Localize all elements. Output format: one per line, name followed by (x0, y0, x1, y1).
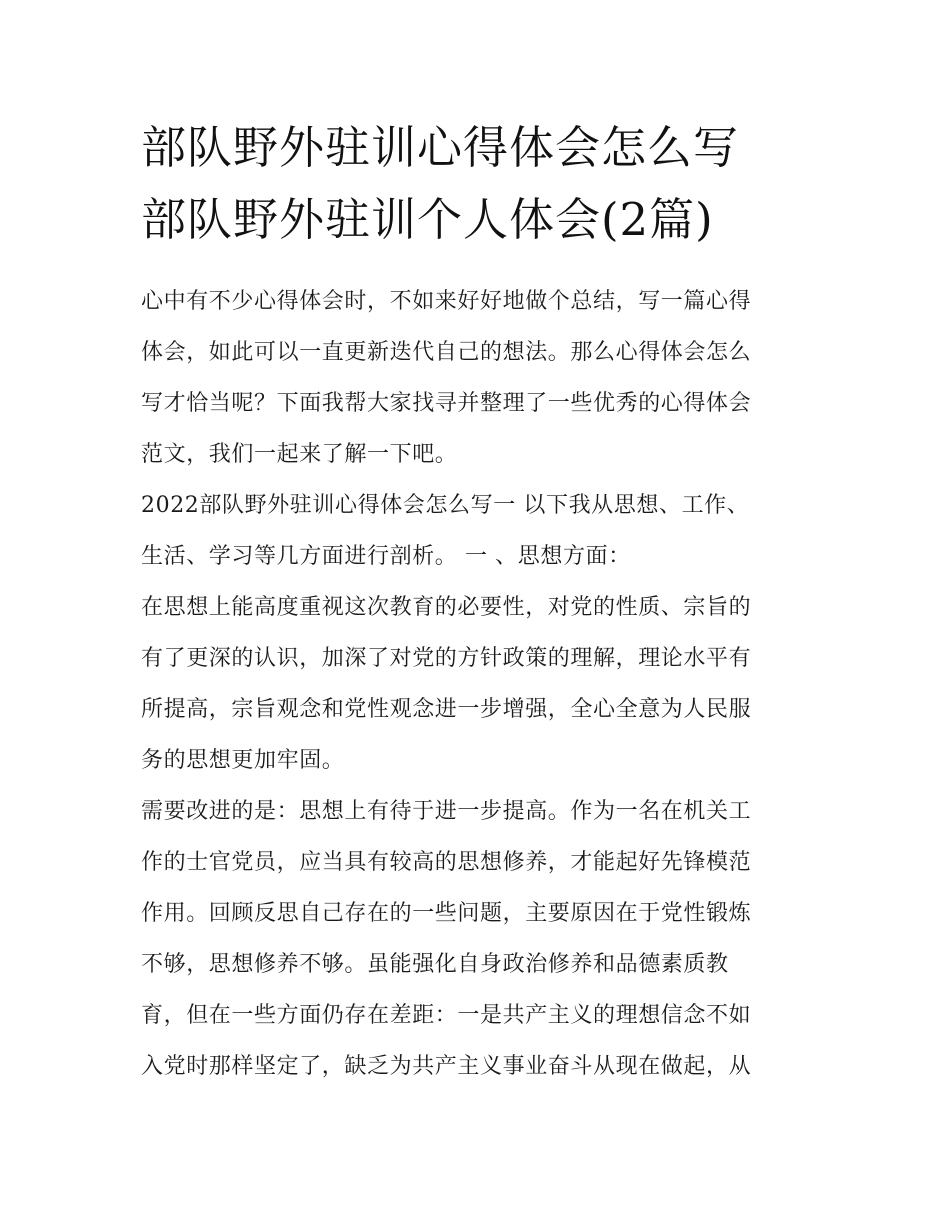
paragraph (141, 480, 821, 582)
title-line: 部队野外驻训心得体会怎么写 (141, 121, 740, 174)
text-line: 范文，我们一起来了解一下吧。 (141, 442, 458, 467)
text-line: 2022部队野外驻训心得体会怎么写一 以下我从思想、工作、 (141, 493, 750, 518)
text-line: 入党时那样坚定了，缺乏为共产主义事业奋斗从现在做起，从 (141, 1054, 752, 1079)
text-line: 写才恰当呢？下面我帮大家找寻并整理了一些优秀的心得体会 (141, 391, 752, 416)
text-line: 务的思想更加牢固。 (141, 748, 345, 773)
paragraph (141, 786, 821, 1092)
document-body (141, 276, 821, 1092)
paragraph (141, 276, 821, 480)
text-line: 育，但在一些方面仍存在差距：一是共产主义的理想信念不如 (141, 1003, 752, 1028)
text-line: 不够，思想修养不够。虽能强化自身政治修养和品德素质教 (141, 952, 729, 977)
text-line: 作用。回顾反思自己存在的一些问题，主要原因在于党性锻炼 (141, 901, 752, 926)
text-line: 有了更深的认识，加深了对党的方针政策的理解，理论水平有 (141, 646, 752, 671)
text-line: 所提高，宗旨观念和党性观念进一步增强，全心全意为人民服 (141, 697, 752, 722)
text-line: 生活、学习等几方面进行剖析。 一 、思想方面： (141, 544, 631, 569)
text-line: 心中有不少心得体会时，不如来好好地做个总结，写一篇心得 (141, 289, 752, 314)
text-line: 在思想上能高度重视这次教育的必要性，对党的性质、宗旨的 (141, 595, 752, 620)
paragraph (141, 582, 821, 786)
text-line: 需要改进的是：思想上有待于进一步提高。作为一名在机关工 (141, 799, 752, 824)
document-title (141, 112, 821, 256)
title-line: 部队野外驻训个人体会(2篇) (141, 193, 714, 246)
text-line: 体会，如此可以一直更新迭代自己的想法。那么心得体会怎么 (141, 340, 752, 365)
text-line: 作的士官党员，应当具有较高的思想修养，才能起好先锋模范 (141, 850, 752, 875)
